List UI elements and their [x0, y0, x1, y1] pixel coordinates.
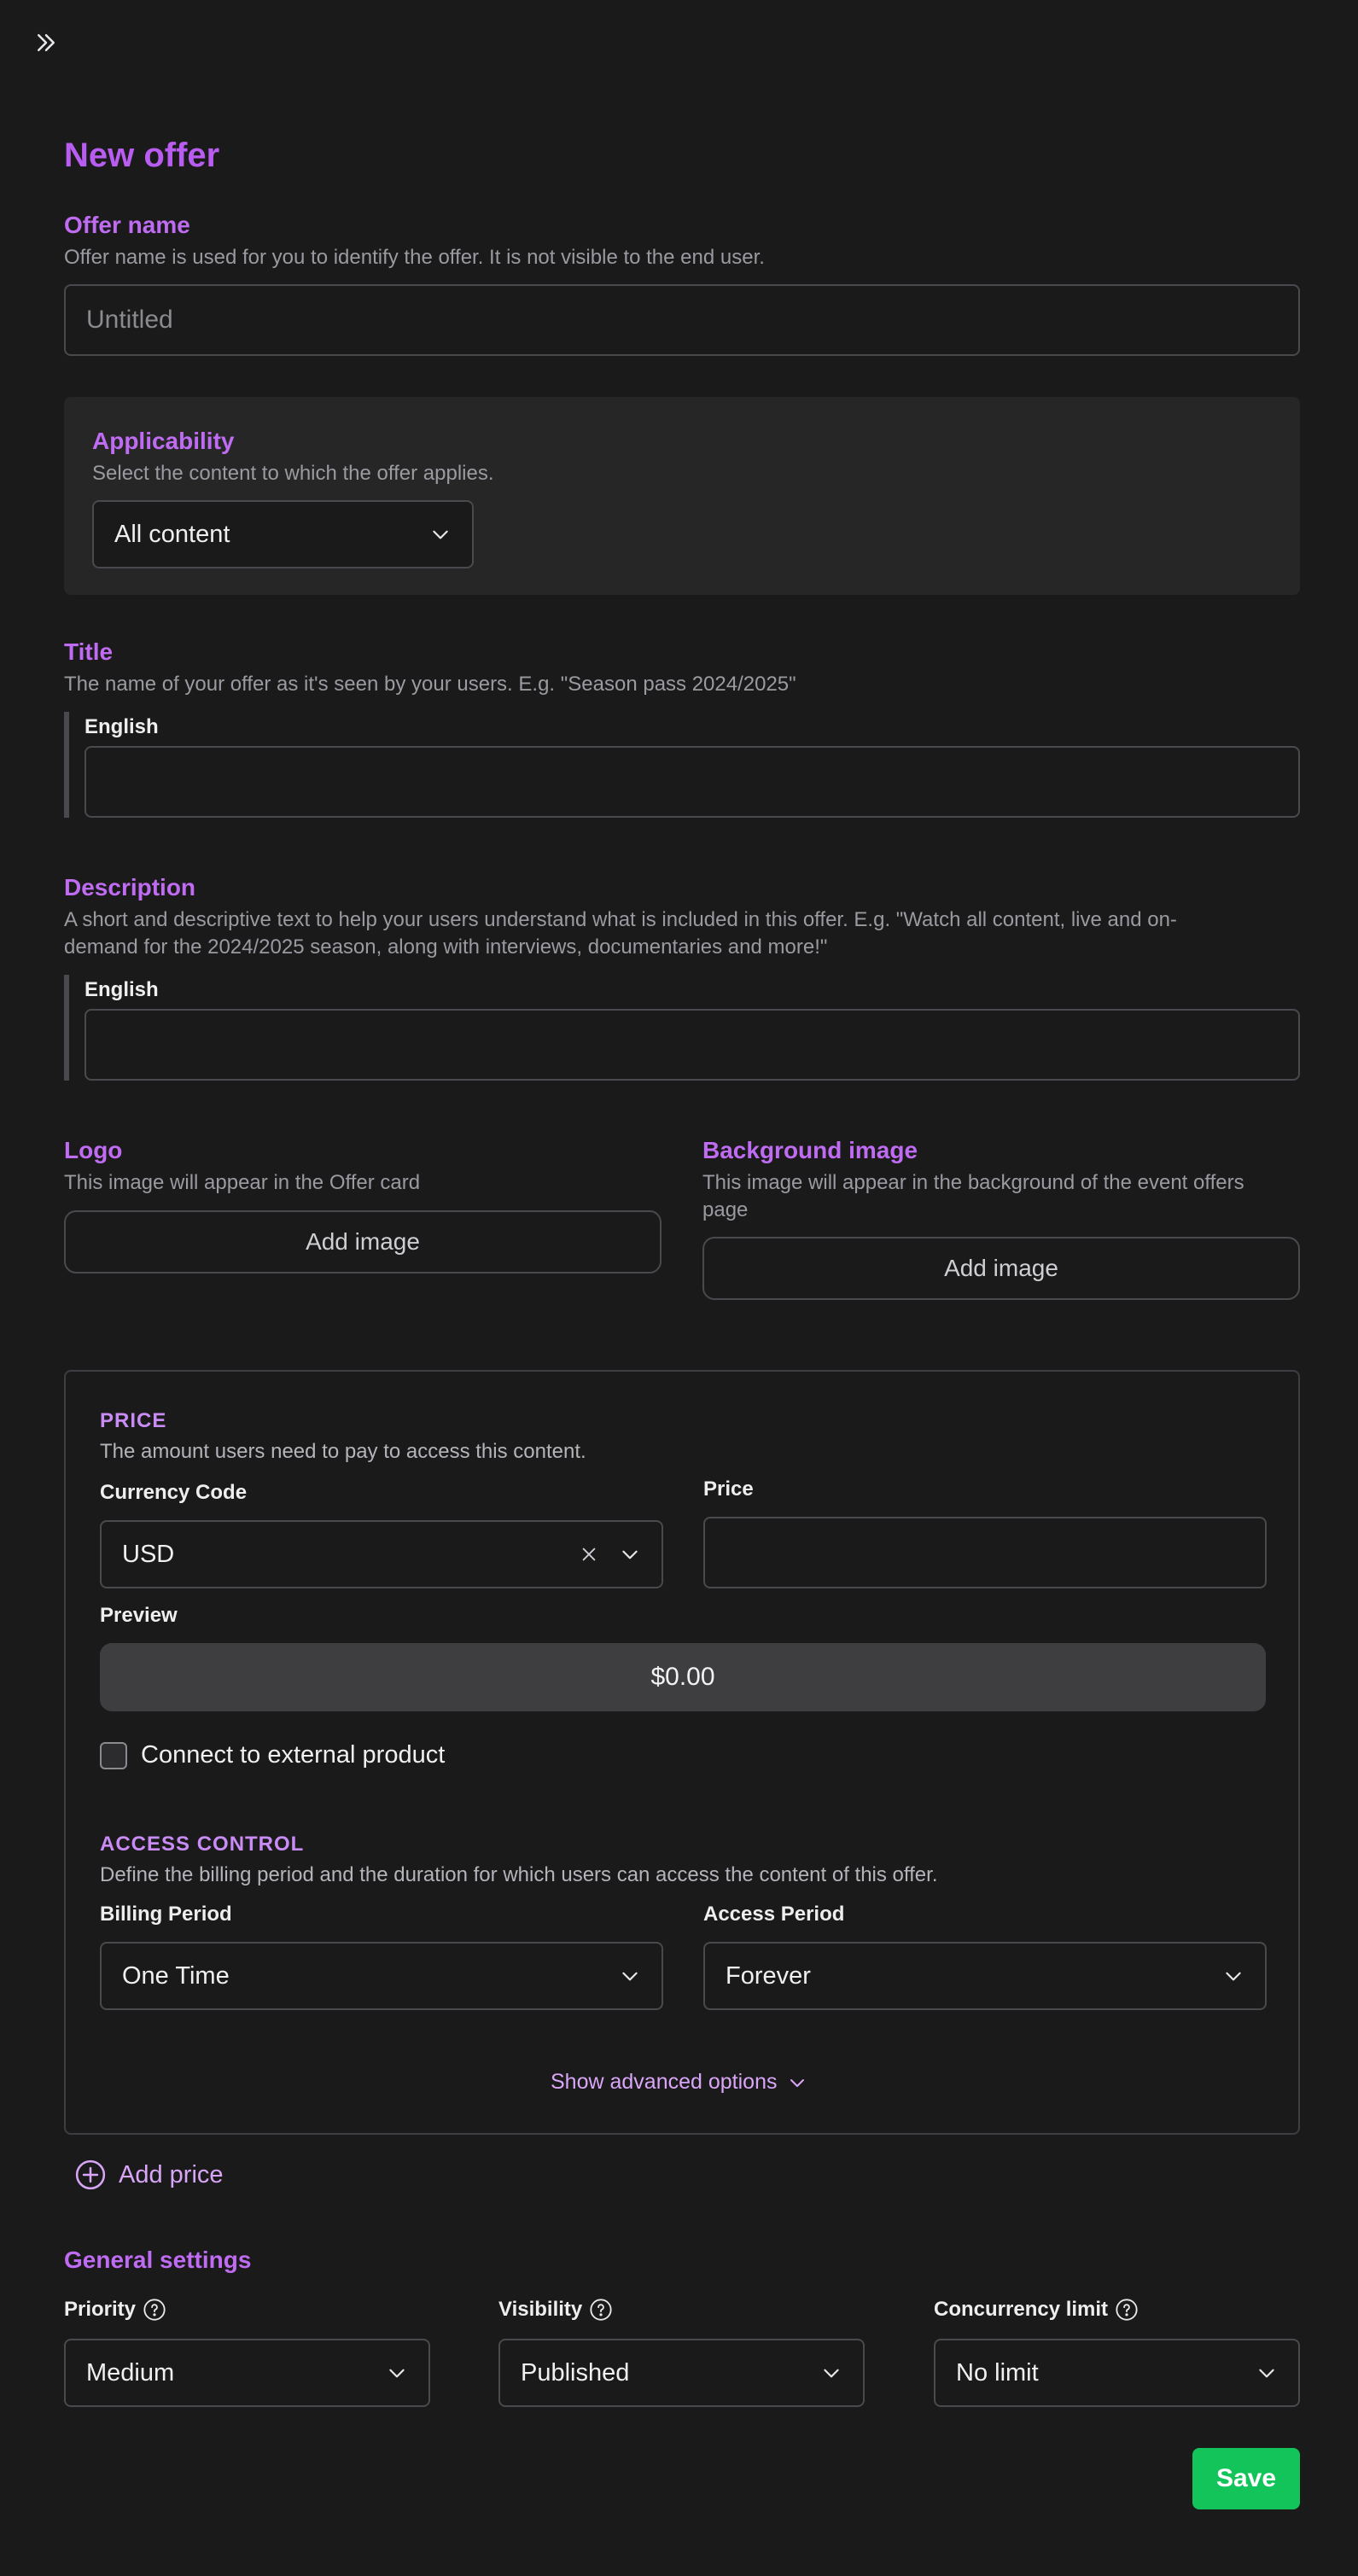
logo-label: Logo: [64, 1137, 123, 1163]
concurrency-limit-value: No limit: [956, 2358, 1039, 2387]
applicability-helper: Select the content to which the offer applies.: [92, 462, 494, 485]
question-circle-icon[interactable]: [589, 2298, 613, 2322]
external-product-label[interactable]: Connect to external product: [141, 1741, 446, 1769]
priority-select[interactable]: [64, 2339, 430, 2407]
background-add-image-button[interactable]: Add image: [702, 1237, 1300, 1300]
save-button[interactable]: Save: [1192, 2448, 1300, 2509]
price-card: [64, 1370, 1300, 2135]
title-language-block: [64, 712, 1300, 818]
price-section-helper: The amount users need to pay to access this content.: [100, 1440, 586, 1463]
description-helper-line2: demand for the 2024/2025 season, along with interviews, documentaries and more!": [64, 935, 828, 959]
page-title: New offer: [64, 137, 220, 174]
applicability-label: Applicability: [92, 428, 235, 454]
question-circle-icon[interactable]: [1115, 2298, 1139, 2322]
show-advanced-options-toggle[interactable]: [551, 2070, 807, 2095]
visibility-select[interactable]: [498, 2339, 865, 2407]
description-input[interactable]: [85, 1009, 1300, 1081]
concurrency-label-row: [934, 2298, 1139, 2322]
background-image-helper-line2: page: [702, 1198, 749, 1221]
title-helper: The name of your offer as it's seen by your users. E.g. "Season pass 2024/2025": [64, 673, 796, 696]
access-period-value: Forever: [726, 1961, 811, 1990]
price-section-label: PRICE: [100, 1409, 167, 1432]
chevron-down-icon: [429, 523, 452, 545]
billing-period-select[interactable]: [100, 1942, 663, 2010]
applicability-panel: [64, 397, 1300, 595]
visibility-label: Visibility: [498, 2298, 583, 2321]
chevron-down-icon: [619, 1965, 641, 1987]
sidebar-toggle-button[interactable]: [29, 26, 63, 60]
external-product-checkbox[interactable]: [100, 1742, 127, 1769]
price-input[interactable]: [703, 1517, 1267, 1588]
background-image-helper-line1: This image will appear in the background of the event offers: [702, 1171, 1244, 1194]
add-price-button[interactable]: [74, 2159, 224, 2191]
double-chevron-right-icon: [33, 30, 59, 55]
description-label: Description: [64, 874, 196, 900]
billing-period-value: One Time: [122, 1961, 230, 1990]
access-control-label: ACCESS CONTROL: [100, 1833, 305, 1856]
chevron-down-icon: [619, 1543, 641, 1565]
chevron-down-icon: [787, 2072, 807, 2093]
chevron-down-icon: [820, 2362, 842, 2384]
concurrency-limit-label: Concurrency limit: [934, 2298, 1109, 2321]
chevron-down-icon: [1222, 1965, 1244, 1987]
offer-name-helper: Offer name is used for you to identify the offer. It is not visible to the end user.: [64, 246, 765, 269]
offer-name-label: Offer name: [64, 212, 190, 238]
add-price-label: Add price: [119, 2160, 224, 2188]
offer-name-input[interactable]: [64, 284, 1300, 356]
chevron-down-icon: [386, 2362, 408, 2384]
description-language-block: [64, 975, 1300, 1081]
priority-label: Priority: [64, 2298, 137, 2321]
background-image-label: Background image: [702, 1137, 918, 1163]
logo-add-image-button[interactable]: Add image: [64, 1210, 662, 1273]
description-helper-line1: A short and descriptive text to help your users understand what is included in this offer. E.g. "Watch all content, live and on-: [64, 908, 1177, 931]
applicability-selected: All content: [114, 520, 230, 548]
currency-code-label: Currency Code: [100, 1481, 248, 1504]
close-icon[interactable]: [578, 1543, 600, 1565]
access-period-select[interactable]: [703, 1942, 1267, 2010]
plus-circle-icon: [74, 2159, 107, 2191]
general-settings-label: General settings: [64, 2247, 252, 2273]
title-label: Title: [64, 638, 114, 665]
price-preview: $0.00: [100, 1643, 1266, 1711]
billing-period-label: Billing Period: [100, 1903, 232, 1926]
question-circle-icon[interactable]: [143, 2298, 166, 2322]
title-language-label: English: [85, 715, 159, 738]
currency-code-value: USD: [122, 1540, 175, 1568]
priority-label-row: [64, 2298, 166, 2322]
visibility-value: Published: [521, 2358, 630, 2387]
preview-label: Preview: [100, 1604, 178, 1627]
description-language-label: English: [85, 978, 159, 1001]
applicability-select[interactable]: [92, 500, 474, 568]
logo-helper: This image will appear in the Offer card: [64, 1171, 421, 1194]
show-advanced-options-label: Show advanced options: [551, 2070, 778, 2094]
priority-value: Medium: [86, 2358, 175, 2387]
access-control-helper: Define the billing period and the duration for which users can access the content of this offer.: [100, 1863, 938, 1886]
concurrency-limit-select[interactable]: [934, 2339, 1300, 2407]
title-input[interactable]: [85, 746, 1300, 818]
chevron-down-icon: [1256, 2362, 1278, 2384]
price-label: Price: [703, 1477, 754, 1501]
currency-code-select[interactable]: [100, 1520, 663, 1588]
access-period-label: Access Period: [703, 1903, 845, 1926]
visibility-label-row: [498, 2298, 613, 2322]
